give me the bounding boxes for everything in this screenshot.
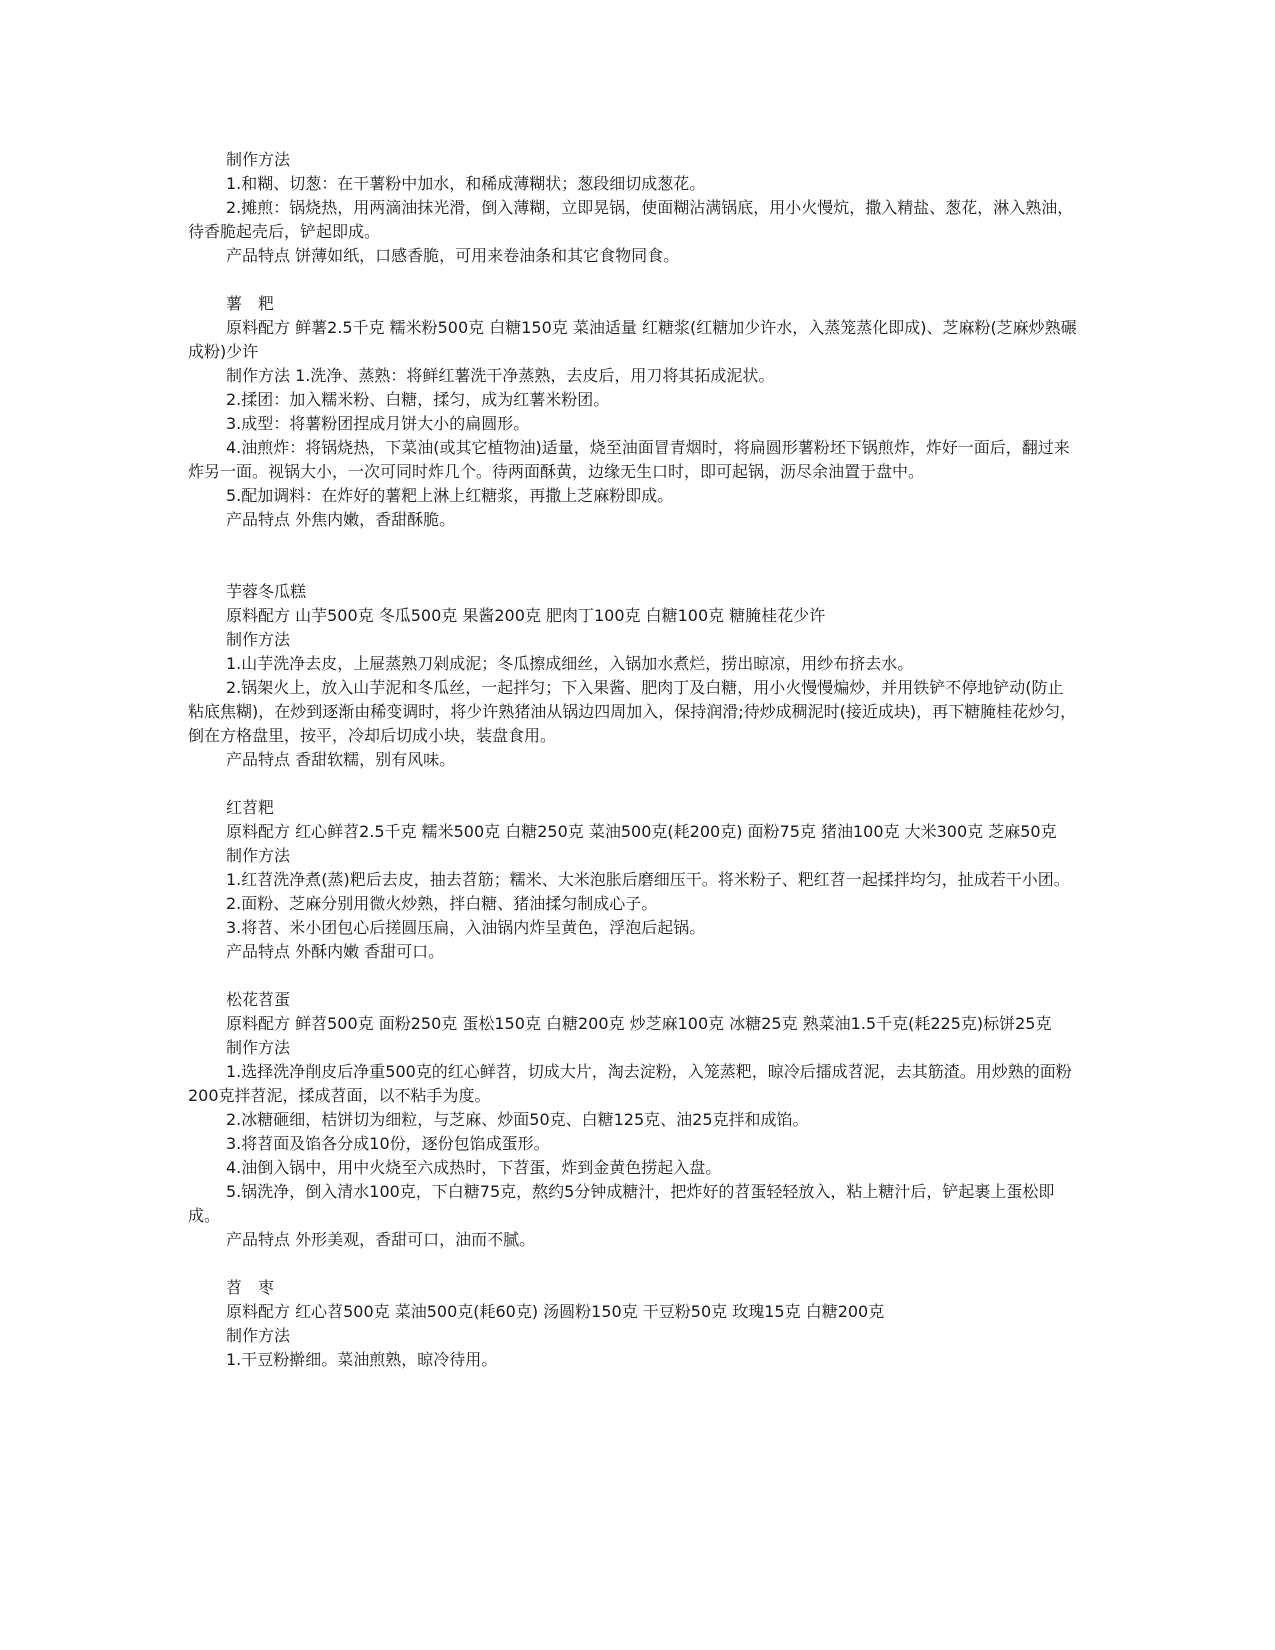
ingredients-line: 原料配方 鲜薯2.5千克 糯米粉500克 白糖150克 菜油适量 红糖浆(红糖加少许水，入蒸笼蒸化即成)、芝麻粉(芝麻炒熟碾成粉)少许 bbox=[188, 318, 1077, 361]
step-line: 2.锅架火上，放入山芋泥和冬瓜丝，一起拌匀；下入果酱、肥肉丁及白糖，用小火慢慢煸炒，并用铁铲不停地铲动(防止粘底焦糊)，在炒到逐渐由稀变调时，将少许熟猪油从锅边四周加入，保持润滑;待炒成稠泥时(接近成块)，再下糖腌桂花炒匀，倒在方格盘里，按平，冷却后切成小块，装盘食用。 bbox=[188, 678, 1077, 745]
step-line: 4.油倒入锅中，用中火烧至六成热时，下苕蛋，炸到金黄色捞起入盘。 bbox=[226, 1158, 722, 1177]
features-line: 产品特点 饼薄如纸，口感香脆，可用来卷油条和其它食物同食。 bbox=[226, 246, 680, 265]
method-heading: 制作方法 bbox=[226, 150, 291, 169]
ingredients-line: 原料配方 红心鲜苕2.5千克 糯米500克 白糖250克 菜油500克(耗200克) 面粉75克 猪油100克 大米300克 芝麻50克 bbox=[226, 822, 1057, 841]
step-line: 2.面粉、芝麻分别用微火炒熟，拌白糖、猪油揉匀制成心子。 bbox=[226, 894, 658, 913]
ingredients-line: 原料配方 山芋500克 冬瓜500克 果酱200克 肥肉丁100克 白糖100克 糖腌桂花少许 bbox=[226, 606, 826, 625]
ingredients-line: 原料配方 红心苕500克 菜油500克(耗60克) 汤圆粉150克 干豆粉50克 玫瑰15克 白糖200克 bbox=[226, 1302, 885, 1321]
recipe-section bbox=[188, 148, 1078, 268]
step-line: 1.选择洗净削皮后净重500克的红心鲜苕，切成大片，淘去淀粉，入笼蒸粑，晾冷后擂成苕泥，去其筋渣。用炒熟的面粉200克拌苕泥，揉成苕面，以不粘手为度。 bbox=[188, 1062, 1072, 1105]
features-line: 产品特点 外焦内嫩，香甜酥脆。 bbox=[226, 510, 456, 529]
method-heading: 制作方法 bbox=[226, 630, 291, 649]
step-line: 5.锅洗净，倒入清水100克，下白糖75克，熬约5分钟成糖汁，把炸好的苕蛋轻轻放入，粘上糖汁后，铲起裹上蛋松即成。 bbox=[188, 1182, 1055, 1225]
step-line: 2.摊煎：锅烧热，用两滴油抹光滑，倒入薄糊，立即晃锅，使面糊沾满锅底，用小火慢炕，撒入精盐、葱花，淋入熟油，待香脆起壳后，铲起即成。 bbox=[188, 198, 1074, 241]
method-heading: 制作方法 bbox=[226, 1038, 291, 1057]
features-line: 产品特点 外酥内嫩 香甜可口。 bbox=[226, 942, 445, 961]
step-line: 1.和糊、切葱：在干薯粉中加水，和稀成薄糊状；葱段细切成葱花。 bbox=[226, 174, 706, 193]
method-heading: 制作方法 bbox=[226, 846, 291, 865]
step-line: 1.干豆粉擀细。菜油煎熟，晾冷待用。 bbox=[226, 1350, 498, 1369]
recipe-section bbox=[188, 988, 1078, 1252]
step-line: 3.成型：将薯粉团捏成月饼大小的扁圆形。 bbox=[226, 414, 530, 433]
step-line: 1.红苕洗净煮(蒸)粑后去皮，抽去苕筋；糯米、大米泡胀后磨细压干。将米粉子、粑红苕一起揉拌均匀，扯成若干小团。 bbox=[226, 870, 1070, 889]
features-line: 产品特点 香甜软糯，别有风味。 bbox=[226, 750, 456, 769]
step-line: 3.将苕面及馅各分成10份，逐份包馅成蛋形。 bbox=[226, 1134, 550, 1153]
method-line: 制作方法 1.洗净、蒸熟：将鲜红薯洗干净蒸熟，去皮后，用刀将其拓成泥状。 bbox=[226, 366, 775, 385]
step-line: 2.冰糖砸细，桔饼切为细粒，与芝麻、炒面50克、白糖125克、油25克拌和成馅。 bbox=[226, 1110, 809, 1129]
recipe-title: 松花苕蛋 bbox=[226, 990, 291, 1009]
step-line: 1.山芋洗净去皮，上屉蒸熟刀剁成泥；冬瓜擦成细丝，入锅加水煮烂，捞出晾凉，用纱布挤去水。 bbox=[226, 654, 914, 673]
step-line: 3.将苕、米小团包心后搓圆压扁，入油锅内炸呈黄色，浮泡后起锅。 bbox=[226, 918, 706, 937]
recipe-section bbox=[188, 580, 1078, 772]
recipe-title: 薯 粑 bbox=[226, 294, 275, 313]
ingredients-line: 原料配方 鲜苕500克 面粉250克 蛋松150克 白糖200克 炒芝麻100克 冰糖25克 熟菜油1.5千克(耗225克)标饼25克 bbox=[226, 1014, 1052, 1033]
step-line: 5.配加调料：在炸好的薯粑上淋上红糖浆，再撒上芝麻粉即成。 bbox=[226, 486, 674, 505]
recipe-section bbox=[188, 292, 1078, 532]
document-page bbox=[188, 148, 1078, 1372]
recipe-title: 红苕粑 bbox=[226, 798, 275, 817]
features-line: 产品特点 外形美观，香甜可口，油而不腻。 bbox=[226, 1230, 536, 1249]
step-line: 2.揉团：加入糯米粉、白糖，揉匀，成为红薯米粉团。 bbox=[226, 390, 610, 409]
recipe-section bbox=[188, 1276, 1078, 1372]
step-line: 4.油煎炸：将锅烧热，下菜油(或其它植物油)适量，烧至油面冒青烟时，将扁圆形薯粉坯下锅煎炸，炸好一面后，翻过来炸另一面。视锅大小，一次可同时炸几个。待两面酥黄，边缘无生口时，即可起锅，沥尽余油置于盘中。 bbox=[188, 438, 1070, 481]
recipe-title: 苕 枣 bbox=[226, 1278, 275, 1297]
method-heading: 制作方法 bbox=[226, 1326, 291, 1345]
recipe-section bbox=[188, 796, 1078, 964]
recipe-title: 芋蓉冬瓜糕 bbox=[226, 582, 307, 601]
